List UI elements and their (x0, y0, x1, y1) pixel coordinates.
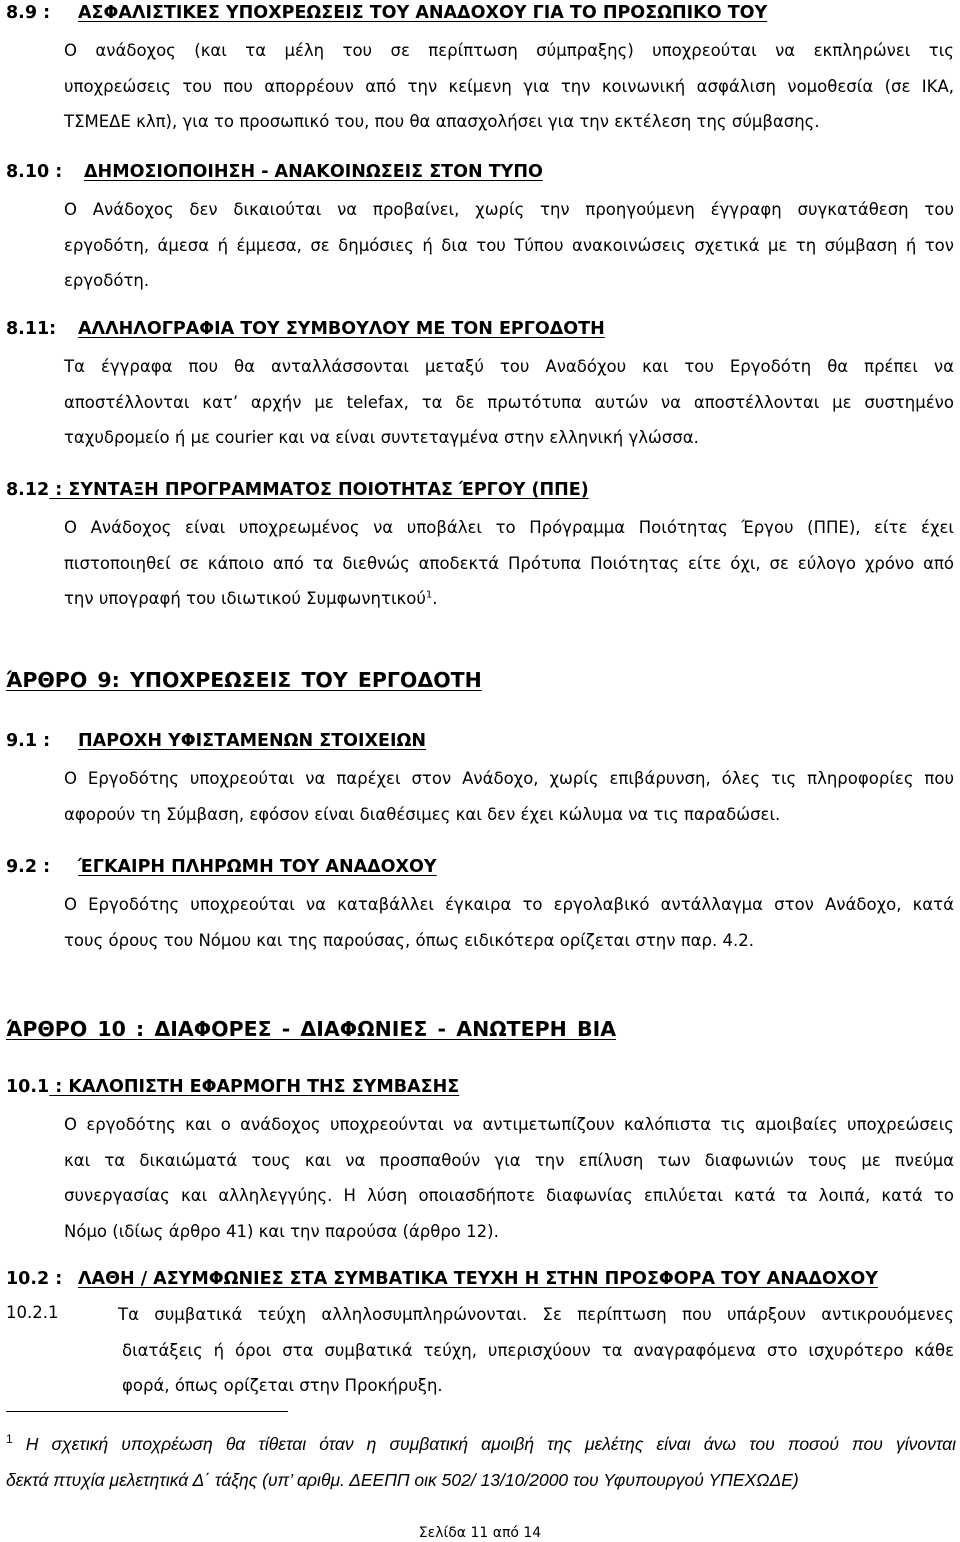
paragraph-line: Ο ανάδοχος (και τα μέλη του σε περίπτωση σύμπραξης) υποχρεούται να εκπληρώνει τις (64, 41, 954, 60)
section-8-12-title: : ΣΥΝΤΑΞΗ ΠΡΟΓΡΑΜΜΑΤΟΣ ΠΟΙΟΤΗΤΑΣ ΈΡΓΟΥ (ΠΠΕ) (49, 480, 589, 500)
section-8-9-title: ΑΣΦΑΛΙΣΤΙΚΕΣ ΥΠΟΧΡΕΩΣΕΙΣ ΤΟΥ ΑΝΑΔΟΧΟΥ ΓΙΑ ΤΟ ΠΡΟΣΩΠΙΚΟ ΤΟΥ (78, 3, 768, 23)
footnote-line: δεκτά πτυχία μελετητικά Δ΄ τάξης (υπ’ αριθμ. ΔΕΕΠΠ οικ 502/ 13/10/2000 του Υφυπουργού ΥΠΕΧΩΔΕ) (6, 1470, 799, 1490)
section-8-11-title: ΑΛΛΗΛΟΓΡΑΦΙΑ ΤΟΥ ΣΥΜΒΟΥΛΟΥ ΜΕ ΤΟΝ ΕΡΓΟΔΟΤΗ (78, 319, 605, 339)
paragraph-line: αφορούν τη Σύμβαση, εφόσον είναι διαθέσιμες και δεν έχει κώλυμα να τις παραδώσει. (64, 804, 781, 824)
section-9-1-paragraph (64, 761, 954, 832)
paragraph-line: Ο Εργοδότης υποχρεούται να καταβάλλει έγκαιρα το εργολαβικό αντάλλαγμα στον Ανάδοχο, κατά (64, 895, 954, 914)
footnote-reference[interactable]: 1 (425, 589, 433, 601)
section-10-1-heading (6, 1076, 459, 1098)
footnote-line (6, 1426, 956, 1462)
article-9-heading: ΆΡΘΡΟ 9: ΥΠΟΧΡΕΩΣΕΙΣ ΤΟΥ ΕΡΓΟΔΟΤΗ (6, 668, 482, 692)
section-10-2-number: 10.2 : (6, 1269, 63, 1289)
footnote-text: Η σχετική υποχρέωση θα τίθεται όταν η συμβατική αμοιβή της μελέτης είναι άνω του ποσού που γίνονται (25, 1434, 956, 1454)
paragraph-text: . (432, 589, 438, 608)
paragraph-line: πιστοποιηθεί σε κάποιο από τα διεθνώς αποδεκτά Πρότυπα Ποιότητας είτε όχι, σε εύλογο χρόνο από (64, 553, 954, 573)
paragraph-line: ΤΣΜΕΔΕ κλπ), για το προσωπικό του, που θα απασχολήσει για την εκτέλεση της σύμβασης. (64, 112, 820, 131)
paragraph-line: και τα δικαιώματά τους και να προσπαθούν για την επίλυση των διαφωνιών τους με πνεύμα (64, 1150, 954, 1170)
section-8-9-paragraph (64, 33, 954, 140)
section-10-1-paragraph (64, 1107, 954, 1249)
section-10-2-1-number: 10.2.1 (6, 1303, 59, 1322)
paragraph-line: Νόμο (ιδίως άρθρο 41) και την παρούσα (άρθρο 12). (64, 1221, 499, 1241)
section-8-10-number: 8.10 : (6, 162, 63, 182)
paragraph-line (64, 581, 954, 617)
paragraph-line: εργοδότη, άμεσα ή έμμεσα, σε δημόσιες ή δια του Τύπου ανακοινώσεις σχετικά με τη σύμβαση ή τον (64, 235, 954, 255)
section-8-10-title: ΔΗΜΟΣΙΟΠΟΙΗΣΗ - ΑΝΑΚΟΙΝΩΣΕΙΣ ΣΤΟΝ ΤΥΠΟ (84, 162, 543, 182)
paragraph-line: εργοδότη. (64, 271, 150, 290)
section-8-11-paragraph (64, 349, 954, 456)
section-10-1-title: : ΚΑΛΟΠΙΣΤΗ ΕΦΑΡΜΟΓΗ ΤΗΣ ΣΥΜΒΑΣΗΣ (49, 1077, 460, 1097)
footnote-mark: 1 (6, 1432, 13, 1447)
paragraph-line: ταχυδρομείο ή με courier και να είναι συντεταγμένα στην ελληνική γλώσσα. (64, 428, 699, 447)
footnote (6, 1426, 956, 1498)
paragraph-line: Τα συμβατικά τεύχη αλληλοσυμπληρώνονται. Σε περίπτωση που υπάρξουν αντικρουόμενες (118, 1305, 954, 1324)
section-10-2-1-paragraph (118, 1297, 954, 1404)
page-number-footer: Σελίδα 11 από 14 (418, 1525, 542, 1541)
article-10-heading: ΆΡΘΡΟ 10 : ΔΙΑΦΟΡΕΣ - ΔΙΑΦΩΝΙΕΣ - ΑΝΩΤΕΡΗ ΒΙΑ (6, 1017, 617, 1041)
section-9-1-number: 9.1 : (6, 731, 51, 751)
section-8-12-paragraph (64, 510, 954, 617)
section-8-12-number: 8.12 (6, 480, 50, 500)
paragraph-text: την υπογραφή του ιδιωτικού Συμφωνητικού (64, 589, 426, 608)
section-9-2-title: ΈΓΚΑΙΡΗ ΠΛΗΡΩΜΗ ΤΟΥ ΑΝΑΔΟΧΟΥ (78, 857, 437, 877)
paragraph-line: συνεργασίας και αλληλεγγύης. Η λύση οποιασδήποτε διαφωνίας επιλύεται κατά τα λοιπά, κατά το (64, 1186, 954, 1205)
footnote-separator (6, 1411, 288, 1412)
paragraph-line: Ο Ανάδοχος δεν δικαιούται να προβαίνει, χωρίς την προηγούμενη έγγραφη συγκατάθεση του (64, 200, 954, 219)
paragraph-line: υποχρεώσεις του που απορρέουν από την κείμενη για την κοινωνική ασφάλιση νομοθεσία (σε ΙΚΑ, (64, 76, 954, 96)
paragraph-line: Ο εργοδότης και ο ανάδοχος υποχρεούνται να αντιμετωπίζουν καλόπιστα τις αμοιβαίες υποχρεώσεις (64, 1115, 954, 1134)
paragraph-line: Ο Ανάδοχος είναι υποχρεωμένος να υποβάλει το Πρόγραμμα Ποιότητας Έργου (ΠΠΕ), είτε έχει (64, 518, 954, 537)
section-8-11-number: 8.11: (6, 319, 57, 339)
paragraph-line: διατάξεις ή όροι στα συμβατικά τεύχη, υπερισχύουν τα αναγραφόμενα στο ισχυρότερο κάθε (122, 1340, 954, 1360)
section-8-10-paragraph (64, 192, 954, 299)
section-9-2-paragraph (64, 887, 954, 958)
paragraph-line: τους όρους του Νόμου και της παρούσας, όπως ειδικότερα ορίζεται στην παρ. 4.2. (64, 930, 754, 950)
section-8-9-number: 8.9 : (6, 3, 51, 23)
section-8-12-heading (6, 479, 589, 501)
paragraph-line: Τα έγγραφα που θα ανταλλάσσονται μεταξύ του Αναδόχου και του Εργοδότη θα πρέπει να (64, 357, 954, 376)
paragraph-line: φορά, όπως ορίζεται στην Προκήρυξη. (122, 1376, 443, 1395)
section-10-2-title: ΛΑΘΗ / ΑΣΥΜΦΩΝΙΕΣ ΣΤΑ ΣΥΜΒΑΤΙΚΑ ΤΕΥΧΗ Η ΣΤΗΝ ΠΡΟΣΦΟΡΑ ΤΟΥ ΑΝΑΔΟΧΟΥ (78, 1269, 878, 1289)
section-9-1-title: ΠΑΡΟΧΗ ΥΦΙΣΤΑΜΕΝΩΝ ΣΤΟΙΧΕΙΩΝ (78, 731, 427, 751)
section-10-1-number: 10.1 (6, 1077, 50, 1097)
section-9-2-number: 9.2 : (6, 857, 51, 877)
paragraph-line: Ο Εργοδότης υποχρεούται να παρέχει στον Ανάδοχο, χωρίς επιβάρυνση, όλες τις πληροφορίες που (64, 769, 954, 788)
paragraph-line: αποστέλλονται κατ’ αρχήν με telefax, τα δε πρωτότυπα αυτών να αποστέλλονται με συστημένο (64, 392, 954, 412)
